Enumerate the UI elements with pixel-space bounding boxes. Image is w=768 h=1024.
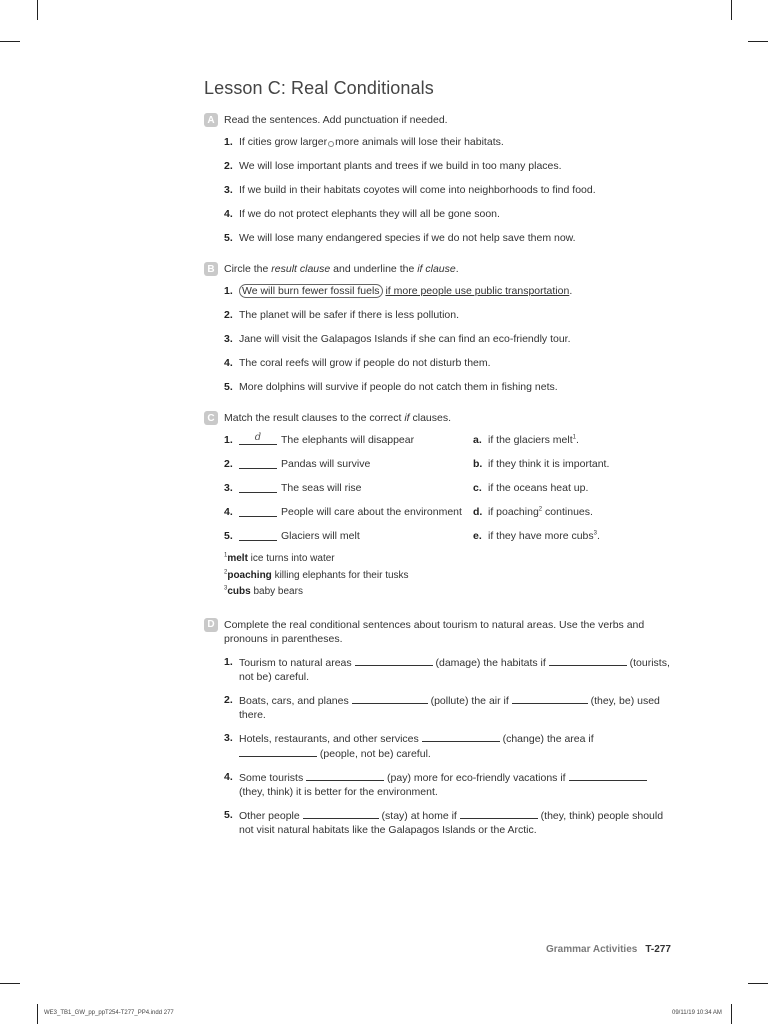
footnote-number: 2 <box>224 569 228 576</box>
item-text <box>239 731 674 761</box>
footnote-def: baby bears <box>250 586 303 597</box>
section-badge-d: D <box>204 618 218 632</box>
section-b-item-1 <box>224 284 674 298</box>
item-number: 4. <box>224 770 233 783</box>
if-clause <box>473 505 593 519</box>
item-number: 1. <box>224 136 233 148</box>
section-badge-b: B <box>204 262 218 276</box>
crop-mark <box>748 983 768 984</box>
section-d-item-1 <box>224 655 674 684</box>
answer-blank[interactable] <box>306 770 384 781</box>
item-text <box>239 135 674 149</box>
if-clause-end: continues. <box>542 506 593 518</box>
answer-blank[interactable] <box>549 655 627 666</box>
item-number: 3. <box>224 184 233 196</box>
item-text: If we build in their habitats coyotes will come into neighborhoods to find food. <box>239 184 596 196</box>
result-clause-text: Pandas will survive <box>281 458 371 470</box>
page-number: T-277 <box>645 944 671 955</box>
item-text-part: Boats, cars, and planes <box>239 694 352 707</box>
footnote-ref: 2 <box>538 506 543 513</box>
instr-text: . <box>455 263 459 275</box>
item-text: More dolphins will survive if people do not catch them in fishing nets. <box>239 381 558 393</box>
item-text-part: (damage) the habitats if <box>432 656 549 669</box>
answer-blank[interactable] <box>355 655 433 666</box>
item-text: Jane will visit the Galapagos Islands if she can find an eco-friendly tour. <box>239 333 571 345</box>
item-text-part: (they, be) used there. <box>239 694 660 721</box>
item-number: 2. <box>224 309 233 321</box>
section-d-item-3 <box>224 731 674 761</box>
section-a-instruction: Read the sentences. Add punctuation if needed. <box>224 114 448 126</box>
item-number: 2. <box>224 160 233 172</box>
footnote-term: cubs <box>227 586 251 597</box>
item-text-part: (stay) at home if <box>378 809 460 822</box>
answer-blank[interactable] <box>239 481 277 493</box>
instr-result-term: result clause <box>271 263 331 275</box>
section-d <box>204 618 674 837</box>
circled-result-clause: We will burn fewer fossil fuels <box>239 284 383 298</box>
result-clause-text: The elephants will disappear <box>281 434 415 446</box>
if-clause-text <box>488 433 579 447</box>
footer-label: Grammar Activities <box>546 944 638 955</box>
answer-blank[interactable] <box>422 731 500 742</box>
section-a <box>204 113 674 245</box>
item-text-after: more animals will lose their habitats. <box>335 136 504 148</box>
item-letter: c. <box>473 482 482 494</box>
section-badge-c: C <box>204 411 218 425</box>
result-clause-text: The seas will rise <box>281 482 362 494</box>
answer-blank[interactable] <box>303 808 379 819</box>
answer-blank[interactable] <box>239 529 277 541</box>
item-number: 4. <box>224 506 233 518</box>
item-text-part: Hotels, restaurants, and other services <box>239 732 422 745</box>
footnote <box>224 584 674 601</box>
crop-mark <box>0 41 20 42</box>
section-d-item-4 <box>224 770 674 799</box>
item-text: If we do not protect elephants they will all be gone soon. <box>239 208 500 220</box>
section-a-item-5 <box>224 231 674 245</box>
section-b-item-3 <box>224 332 674 346</box>
if-clause-text <box>488 505 593 519</box>
if-clause <box>473 433 579 447</box>
crop-mark <box>37 0 38 20</box>
answer-blank[interactable] <box>460 808 538 819</box>
match-row <box>224 433 674 447</box>
footnote-number: 1 <box>224 552 228 559</box>
answer-blank[interactable] <box>569 770 647 781</box>
footnote-def: ice turns into water <box>247 553 335 564</box>
answer-blank[interactable] <box>239 457 277 469</box>
result-clause <box>224 457 473 471</box>
result-clause <box>224 433 473 447</box>
worksheet-page <box>204 78 674 854</box>
match-row <box>224 505 674 519</box>
match-row <box>224 457 674 471</box>
item-text <box>239 655 674 684</box>
answer-blank[interactable] <box>352 693 428 704</box>
result-clause <box>224 529 473 543</box>
crop-mark <box>37 1004 38 1024</box>
item-letter: e. <box>473 530 482 542</box>
footnotes <box>204 551 674 601</box>
result-clause <box>224 481 473 495</box>
item-number: 3. <box>224 333 233 345</box>
footnote-number: 3 <box>224 585 228 592</box>
print-slug-file: WE3_TB1_GW_pp_ppT254-T277_PP4.indd 277 <box>44 1010 174 1016</box>
if-clause-text <box>488 529 600 543</box>
if-clause-text: if the oceans heat up. <box>488 482 589 494</box>
item-number: 2. <box>224 693 233 706</box>
item-text <box>239 284 674 298</box>
footnote-term: melt <box>227 553 248 564</box>
answer-blank[interactable] <box>239 746 317 757</box>
instr-text: clauses. <box>409 412 452 424</box>
footnote-term: poaching <box>227 569 272 581</box>
item-number: 3. <box>224 731 233 744</box>
crop-mark <box>731 1004 732 1024</box>
section-c <box>204 411 674 543</box>
item-number: 4. <box>224 357 233 369</box>
result-clause <box>224 505 473 519</box>
footnote-ref: 3 <box>593 530 597 537</box>
crop-mark <box>748 41 768 42</box>
section-b-item-5 <box>224 380 674 394</box>
item-letter: d. <box>473 506 483 518</box>
print-slug-date: 09/11/19 10:34 AM <box>672 1010 722 1016</box>
if-clause <box>473 529 600 543</box>
section-b-instruction <box>224 262 674 276</box>
section-d-item-2 <box>224 693 674 722</box>
section-c-instruction <box>224 411 674 425</box>
item-text-part: (tourists, not be) careful. <box>239 656 670 683</box>
item-letter: a. <box>473 434 482 446</box>
if-clause-main: if they have more cubs <box>488 530 594 542</box>
instr-if-term: if <box>404 412 410 424</box>
instr-text: and underline the <box>330 263 418 275</box>
item-text: We will lose many endangered species if we do not help save them now. <box>239 232 576 244</box>
item-number: 5. <box>224 232 233 244</box>
section-badge-a: A <box>204 113 218 127</box>
item-text-part: (pay) more for eco-friendly vacations if <box>384 771 569 784</box>
item-text: The coral reefs will grow if people do not disturb them. <box>239 357 491 369</box>
section-b-item-2 <box>224 308 674 322</box>
item-text-part: (people, not be) careful. <box>317 747 431 760</box>
answer-blank[interactable] <box>239 505 277 517</box>
section-a-item-4 <box>224 207 674 221</box>
comma-mark-icon <box>328 141 334 147</box>
result-clause-text: People will care about the environment <box>281 506 462 518</box>
item-number: 5. <box>224 530 233 542</box>
item-number: 5. <box>224 381 233 393</box>
item-text-part: Tourism to natural areas <box>239 656 355 669</box>
item-number: 3. <box>224 482 233 494</box>
section-a-item-2 <box>224 159 674 173</box>
answer-blank[interactable]: d <box>239 433 277 445</box>
crop-mark <box>731 0 732 20</box>
section-b-item-4 <box>224 356 674 370</box>
page-footer <box>546 944 671 955</box>
footnote <box>224 568 674 585</box>
footnote-def: killing elephants for their tusks <box>271 569 409 581</box>
item-number: 2. <box>224 458 233 470</box>
page-title: Lesson C: Real Conditionals <box>204 78 434 98</box>
item-text-end: . <box>569 285 573 297</box>
section-b <box>204 262 674 394</box>
footnote-ref: 1 <box>572 434 576 441</box>
item-number: 1. <box>224 285 233 297</box>
section-a-item-3 <box>224 183 674 197</box>
if-clause <box>473 481 588 495</box>
instr-text: Circle the <box>224 263 272 275</box>
item-number: 1. <box>224 434 233 446</box>
item-number: 4. <box>224 208 233 220</box>
section-d-item-5 <box>224 808 674 837</box>
underlined-if-clause: if more people use public transportation <box>385 285 570 297</box>
item-text-part: Some tourists <box>239 771 307 784</box>
if-clause-main: if poaching <box>488 506 539 518</box>
item-text-part: (change) the area if <box>499 732 594 745</box>
if-clause-end: . <box>575 434 579 446</box>
result-clause-text: Glaciers will melt <box>281 530 360 542</box>
item-text: The planet will be safer if there is less pollution. <box>239 309 460 321</box>
if-clause-text: if they think it is important. <box>488 458 610 470</box>
item-text-part: (they, think) people should not visit natural habitats like the Galapagos Islands or the Arctic. <box>239 809 664 836</box>
item-text <box>239 808 674 837</box>
item-text-before: If cities grow larger <box>239 136 328 148</box>
instr-text: Match the result clauses to the correct <box>224 412 405 424</box>
item-text-part: Other people <box>239 809 303 822</box>
footnote <box>224 551 674 568</box>
if-clause-main: if the glaciers melt <box>488 434 573 446</box>
if-clause-end: . <box>596 530 600 542</box>
match-row <box>224 481 674 495</box>
section-d-instruction: Complete the real conditional sentences about tourism to natural areas. Use the verbs and pronouns in parentheses. <box>224 618 645 645</box>
instr-if-term: if clause <box>417 263 456 275</box>
if-clause <box>473 457 609 471</box>
item-number: 1. <box>224 655 233 668</box>
item-text-part: (pollute) the air if <box>427 694 512 707</box>
item-number: 5. <box>224 808 233 821</box>
item-text <box>239 770 674 799</box>
match-row <box>224 529 674 543</box>
section-a-item-1 <box>224 135 674 149</box>
item-text-part: (they, think) it is better for the environment. <box>239 785 438 798</box>
crop-mark <box>0 983 20 984</box>
item-text: We will lose important plants and trees if we build in too many places. <box>239 160 562 172</box>
answer-blank[interactable] <box>512 693 588 704</box>
item-letter: b. <box>473 458 483 470</box>
item-text <box>239 693 674 722</box>
